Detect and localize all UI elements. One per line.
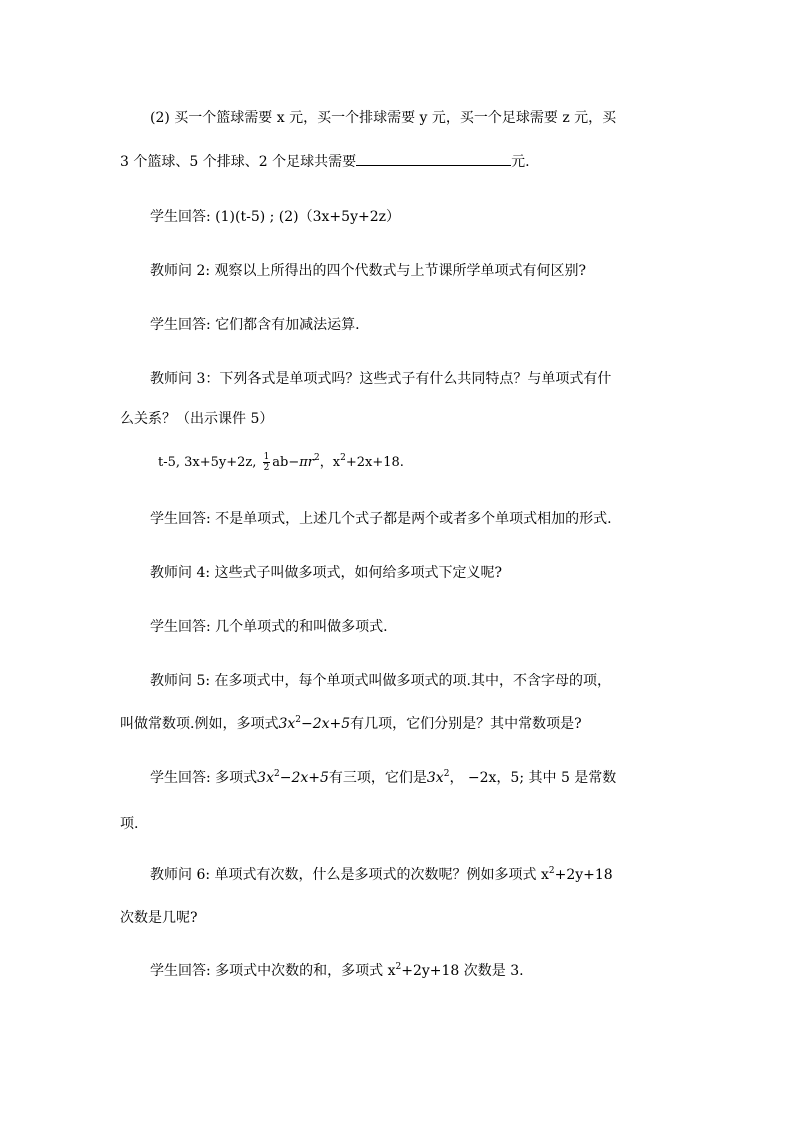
teacher-question-6-exponent: 2 (548, 866, 555, 876)
teacher-question-6-text-2: 次数是几呢? (120, 910, 198, 926)
teacher-question-3-line1 (150, 370, 611, 388)
teacher-question-2 (150, 262, 586, 280)
question-2-prompt: 3 个篮球、5 个排球、2 个足球共需要 (120, 154, 357, 170)
student-answer-2-text: 学生回答: 它们都含有加减法运算. (150, 317, 360, 333)
question-2-line1 (150, 109, 616, 127)
student-answer-3 (150, 510, 612, 528)
teacher-question-5-text: 教师问 5: 在多项式中，每个单项式叫做多项式的项.其中，不含字母的项， (150, 673, 611, 689)
formula-3: −πr (288, 455, 315, 470)
student-answer-5-line1 (150, 769, 616, 787)
teacher-question-5-line2 (120, 715, 582, 733)
answer-blank (356, 151, 511, 166)
teacher-question-3-text-2: 么关系？（出示课件 5） (120, 411, 274, 427)
teacher-question-3-line2 (120, 410, 273, 428)
question-2-unit: 元. (511, 154, 530, 170)
student-answer-5-text: 学生回答: 多项式 (150, 770, 258, 786)
fraction-numerator: 1 (263, 452, 270, 462)
student-answer-4 (150, 618, 388, 636)
fraction-denominator: 2 (263, 463, 270, 473)
student-answer-3-text: 学生回答: 不是单项式，上述几个式子都是两个或者多个单项式相加的形式. (150, 511, 612, 527)
question-2-line2 (120, 151, 530, 171)
student-answer-2 (150, 316, 360, 334)
formula-4-base: x (332, 455, 341, 470)
student-answer-5-line2 (120, 815, 138, 833)
student-answer-5-end: ， −2x，5; 其中 5 是常数 (449, 770, 617, 786)
student-answer-6-text: 学生回答: 多项式中次数的和，多项式 x (150, 963, 396, 979)
formula-1: t-5, 3x+5y+2z, (158, 455, 257, 470)
teacher-question-3-text: 教师问 3：下列各式是单项式吗？这些式子有什么共同特点？与单项式有什 (150, 371, 612, 387)
teacher-question-6-line1 (150, 866, 613, 884)
formula-list (158, 452, 404, 473)
teacher-question-5-line1 (150, 672, 611, 690)
teacher-question-5-text-2: 叫做常数项.例如，多项式 (120, 716, 279, 732)
formula-4-rest: +2x+18. (345, 455, 404, 470)
student-answer-1-text: 学生回答: (1)(t-5) ; (2)（3x+5y+2z） (150, 209, 400, 225)
answer-term-exponent: 2 (443, 769, 450, 779)
teacher-question-5-text-3: 有几项，它们分别是？其中常数项是? (350, 716, 582, 732)
polynomial-exponent: 2 (295, 715, 301, 725)
student-answer-6 (150, 962, 524, 980)
student-answer-4-text: 学生回答: 几个单项式的和叫做多项式. (150, 619, 388, 635)
polynomial-term-b: −2x+5 (301, 716, 351, 732)
student-answer-6-text-b: +2y+18 次数是 3. (401, 963, 524, 979)
teacher-question-6-line2 (120, 909, 198, 927)
formula-3-exponent: 2 (314, 453, 320, 463)
teacher-question-4 (150, 564, 502, 582)
polynomial-term-a: 3x (278, 716, 296, 732)
student-answer-6-exponent: 2 (395, 962, 402, 972)
formula-separator: ， (319, 455, 333, 470)
answer-polynomial-a: 3x (257, 770, 274, 786)
teacher-question-6-text: 教师问 6: 单项式有次数，什么是多项式的次数呢？例如多项式 x (150, 867, 549, 883)
teacher-question-4-text: 教师问 4: 这些式子叫做多项式，如何给多项式下定义呢? (150, 565, 503, 581)
answer-polynomial-b: −2x+5 (279, 770, 329, 786)
answer-polynomial-exponent: 2 (273, 769, 280, 779)
student-answer-5-text-2: 项. (120, 816, 139, 832)
student-answer-1 (150, 208, 400, 226)
formula-4-exponent: 2 (340, 453, 346, 463)
question-2-text: (2) 买一个篮球需要 x 元，买一个排球需要 y 元，买一个足球需要 z 元，买 (150, 110, 617, 126)
fraction-half (263, 452, 271, 473)
teacher-question-6-text-b: +2y+18 (554, 867, 613, 883)
student-answer-5-mid: 有三项，它们是 (328, 770, 427, 786)
formula-2: ab (272, 455, 289, 470)
answer-term-a: 3x (426, 770, 444, 786)
teacher-question-2-text: 教师问 2: 观察以上所得出的四个代数式与上节课所学单项式有何区别? (150, 263, 587, 279)
